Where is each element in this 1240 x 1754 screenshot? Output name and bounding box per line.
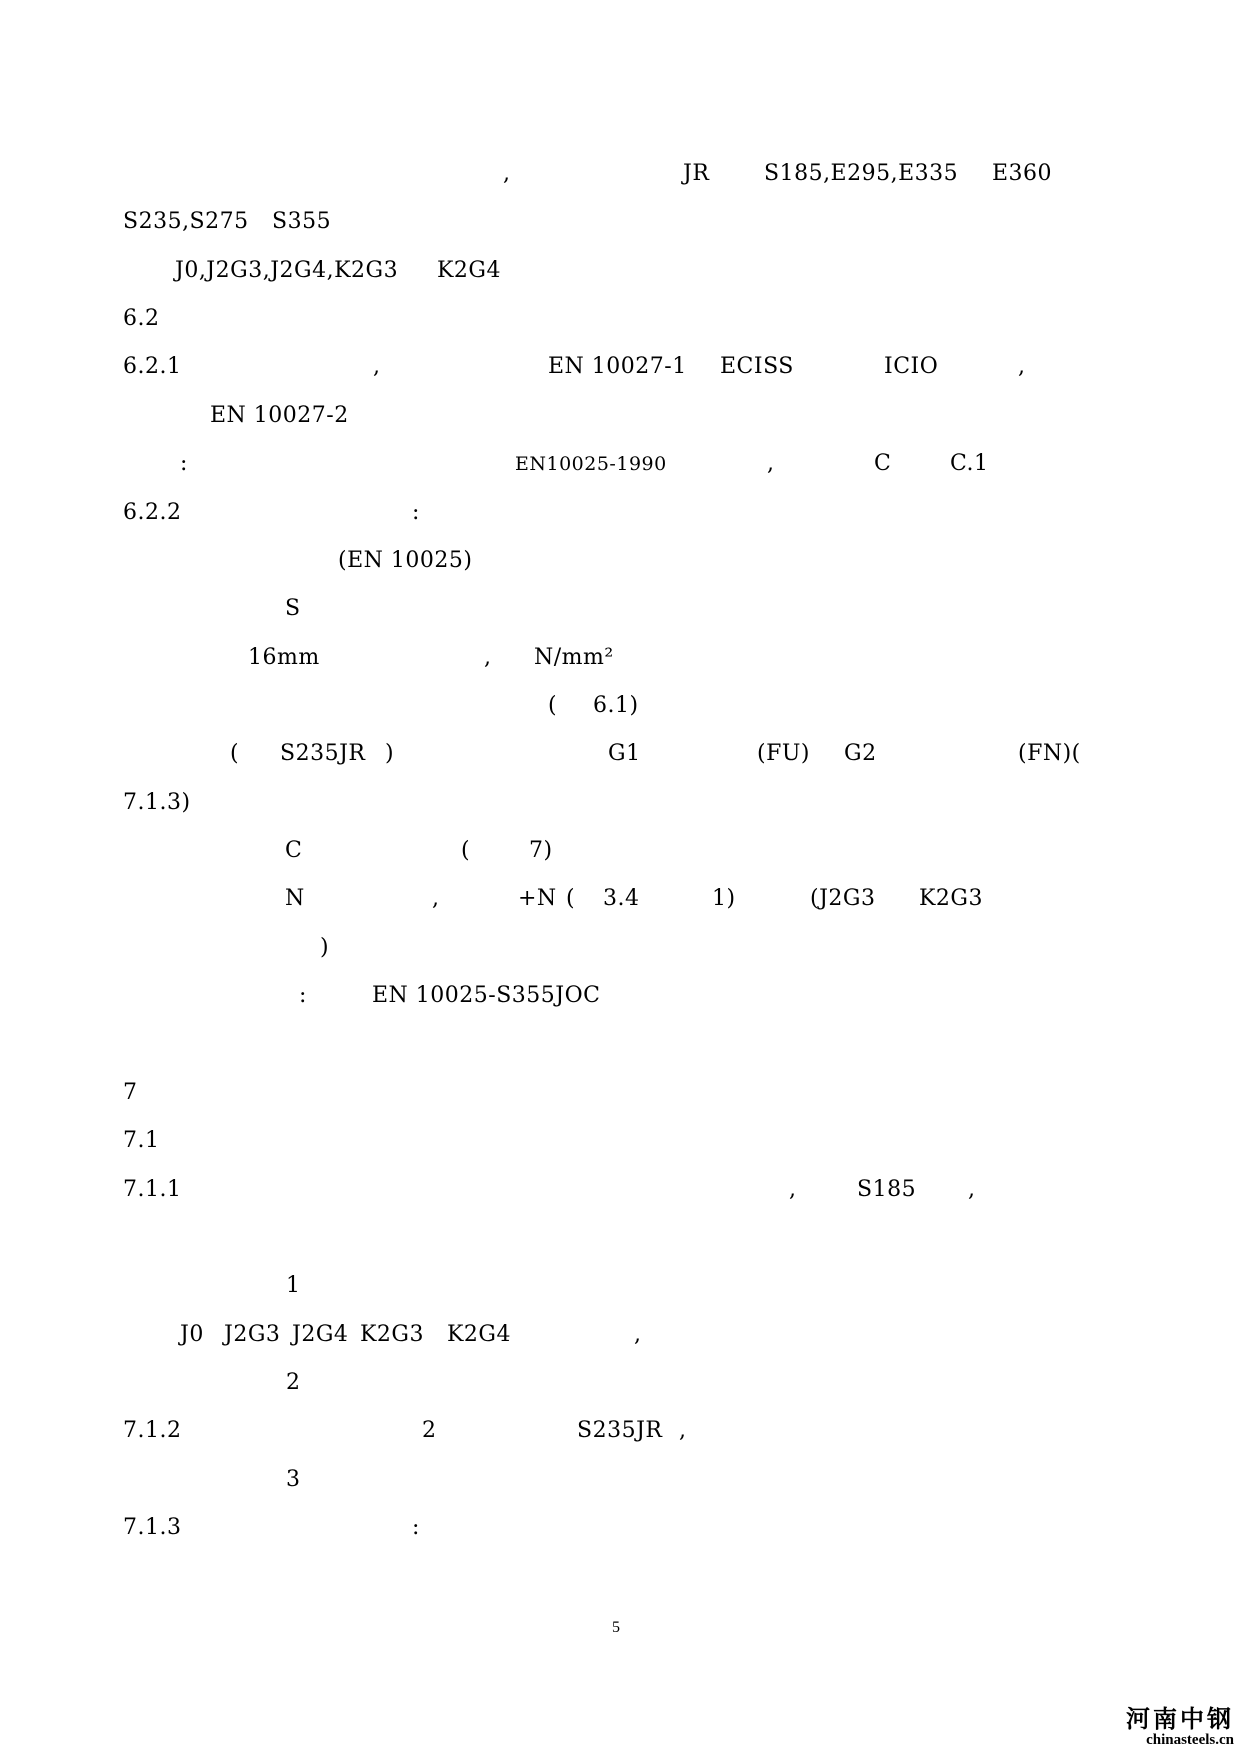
text-fragment: E360 — [992, 161, 1053, 186]
text-fragment: (EN 10025) — [338, 548, 473, 573]
line-23 — [286, 1273, 301, 1299]
line-17 — [320, 935, 329, 961]
line-21d — [968, 1177, 976, 1203]
line-15c — [529, 838, 553, 864]
text-fragment: 7.1 — [123, 1128, 160, 1153]
line-8b — [412, 500, 420, 526]
note-line-d — [874, 451, 891, 477]
text-fragment: : — [299, 983, 307, 1008]
text-fragment: , — [503, 161, 511, 186]
text-fragment: ( — [230, 741, 240, 766]
line-5 — [123, 354, 181, 380]
watermark-url: chinasteels.cn — [1146, 1732, 1234, 1748]
text-fragment: , — [373, 354, 381, 379]
text-fragment: ( — [566, 886, 576, 911]
text-fragment: , — [634, 1322, 642, 1347]
text-fragment: C — [285, 838, 303, 863]
text-fragment: +N — [518, 886, 557, 911]
text-fragment: 6.2 — [123, 306, 160, 331]
text-fragment: G2 — [844, 741, 877, 766]
text-fragment: K2G4 — [437, 258, 502, 283]
text-fragment: S185,E295,E335 — [764, 161, 959, 186]
text-fragment: : — [180, 451, 188, 476]
line-16b — [432, 886, 440, 912]
line-5d — [720, 354, 794, 380]
line-13 — [230, 741, 239, 767]
line-28 — [123, 1515, 181, 1541]
line-1 — [503, 161, 511, 187]
text-fragment: 7 — [123, 1080, 138, 1105]
text-fragment: ) — [320, 935, 330, 960]
text-fragment: 7.1.3 — [123, 1515, 182, 1540]
line-14 — [123, 790, 191, 816]
watermark-logo — [1126, 1706, 1234, 1748]
text-fragment: K2G4 — [447, 1322, 512, 1347]
line-24b — [224, 1322, 280, 1348]
line-5c — [548, 354, 687, 380]
section-heading-7-1 — [123, 1128, 160, 1154]
line-13e — [757, 741, 810, 767]
line-26b — [422, 1418, 437, 1444]
text-fragment: G1 — [608, 741, 641, 766]
text-fragment: , — [432, 886, 440, 911]
line-11c — [534, 645, 614, 671]
text-fragment: JR — [683, 161, 710, 186]
line-11 — [248, 645, 320, 671]
text-fragment: ) — [385, 741, 395, 766]
text-fragment: 2 — [422, 1418, 437, 1443]
line-24d — [360, 1322, 424, 1348]
text-fragment: 6.2.2 — [123, 500, 182, 525]
text-fragment: ECISS — [720, 354, 794, 379]
line-26 — [123, 1418, 181, 1444]
line-28b — [412, 1515, 420, 1541]
text-fragment: EN 10027-2 — [210, 403, 349, 428]
text-fragment: , — [679, 1418, 687, 1443]
line-18 — [299, 983, 307, 1009]
text-fragment: J2G3 — [224, 1322, 281, 1347]
text-fragment: 7.1.2 — [123, 1418, 182, 1443]
note-line-b — [515, 451, 667, 477]
line-26d — [679, 1418, 687, 1444]
line-1b — [683, 161, 709, 187]
line-16 — [285, 886, 305, 912]
line-1d — [992, 161, 1052, 187]
text-fragment: (FN)( — [1018, 741, 1081, 766]
text-fragment: C.1 — [950, 451, 989, 476]
text-fragment: 1 — [286, 1273, 301, 1298]
line-21 — [123, 1177, 181, 1203]
text-fragment: J2G4 — [292, 1322, 349, 1347]
line-15b — [461, 838, 470, 864]
text-fragment: S235,S275 — [123, 209, 249, 234]
text-fragment: ( — [548, 693, 558, 718]
text-fragment: , — [484, 645, 492, 670]
line-13c — [385, 741, 394, 767]
text-fragment: 7.1.3) — [123, 790, 191, 815]
line-24e — [447, 1322, 511, 1348]
text-fragment: , — [789, 1177, 797, 1202]
line-13b — [280, 741, 365, 767]
text-fragment: S235JR — [577, 1418, 663, 1443]
line-26c — [577, 1418, 662, 1444]
text-fragment: EN10025-1990 — [515, 453, 667, 475]
text-fragment: ( — [461, 838, 471, 863]
line-10 — [285, 596, 301, 622]
line-21b — [789, 1177, 797, 1203]
text-fragment: EN 10025-S355JOC — [372, 983, 601, 1008]
text-fragment: 3 — [286, 1467, 301, 1492]
line-16d — [566, 886, 575, 912]
line-13d — [608, 741, 641, 767]
line-5f — [1018, 354, 1026, 380]
line-9 — [338, 548, 472, 574]
line-16h — [919, 886, 983, 912]
line-11b — [484, 645, 492, 671]
line-5b — [373, 354, 381, 380]
text-fragment: 7.1.1 — [123, 1177, 182, 1202]
line-3 — [175, 258, 398, 284]
text-fragment: 1) — [712, 886, 736, 911]
line-6 — [210, 403, 349, 429]
watermark-brand: 河南中钢 — [1126, 1705, 1234, 1733]
text-fragment: EN 10027-1 — [548, 354, 687, 379]
text-fragment: 7) — [529, 838, 553, 863]
text-fragment: , — [767, 451, 775, 476]
text-fragment: (J2G3 — [810, 886, 876, 911]
line-25 — [286, 1370, 301, 1396]
section-heading-7 — [123, 1080, 138, 1106]
line-2b — [272, 209, 331, 235]
line-27 — [286, 1467, 301, 1493]
line-24c — [292, 1322, 348, 1348]
text-fragment: J0,J2G3,J2G4,K2G3 — [175, 258, 399, 283]
note-line — [180, 451, 188, 477]
line-13f — [844, 741, 877, 767]
line-16c — [518, 886, 557, 912]
text-fragment: ICIO — [884, 354, 939, 379]
line-3b — [437, 258, 501, 284]
line-12 — [548, 693, 557, 719]
text-fragment: 3.4 — [603, 886, 640, 911]
text-fragment: S185 — [857, 1177, 917, 1202]
section-heading-6-2 — [123, 306, 160, 332]
text-fragment: K2G3 — [360, 1322, 425, 1347]
line-13g — [1018, 741, 1081, 767]
line-8 — [123, 500, 181, 526]
page-number: 5 — [612, 1619, 620, 1636]
text-fragment: C — [874, 451, 892, 476]
text-fragment: , — [968, 1177, 976, 1202]
line-15 — [285, 838, 302, 864]
text-fragment: (FU) — [757, 741, 810, 766]
line-21c — [857, 1177, 916, 1203]
text-fragment: N — [285, 886, 305, 911]
line-1c — [764, 161, 958, 187]
text-fragment: 16mm — [248, 645, 320, 670]
text-fragment: 6.2.1 — [123, 354, 182, 379]
line-12b — [593, 693, 639, 719]
line-5e — [884, 354, 938, 380]
text-fragment: 6.1) — [593, 693, 639, 718]
text-fragment: : — [412, 500, 420, 525]
text-fragment: J0 — [180, 1322, 204, 1347]
line-24f — [634, 1322, 642, 1348]
text-fragment: N/mm² — [534, 645, 614, 670]
text-fragment: 2 — [286, 1370, 301, 1395]
line-2 — [123, 209, 249, 235]
line-16e — [603, 886, 640, 912]
text-fragment: , — [1018, 354, 1026, 379]
line-16g — [810, 886, 875, 912]
text-fragment: S — [285, 596, 301, 621]
text-fragment: S355 — [272, 209, 332, 234]
line-16f — [712, 886, 736, 912]
note-line-c — [767, 451, 775, 477]
line-18b — [372, 983, 600, 1009]
text-fragment: K2G3 — [919, 886, 984, 911]
text-fragment: : — [412, 1515, 420, 1540]
line-24 — [180, 1322, 204, 1348]
text-fragment: S235JR — [280, 741, 366, 766]
note-line-e — [950, 451, 989, 477]
